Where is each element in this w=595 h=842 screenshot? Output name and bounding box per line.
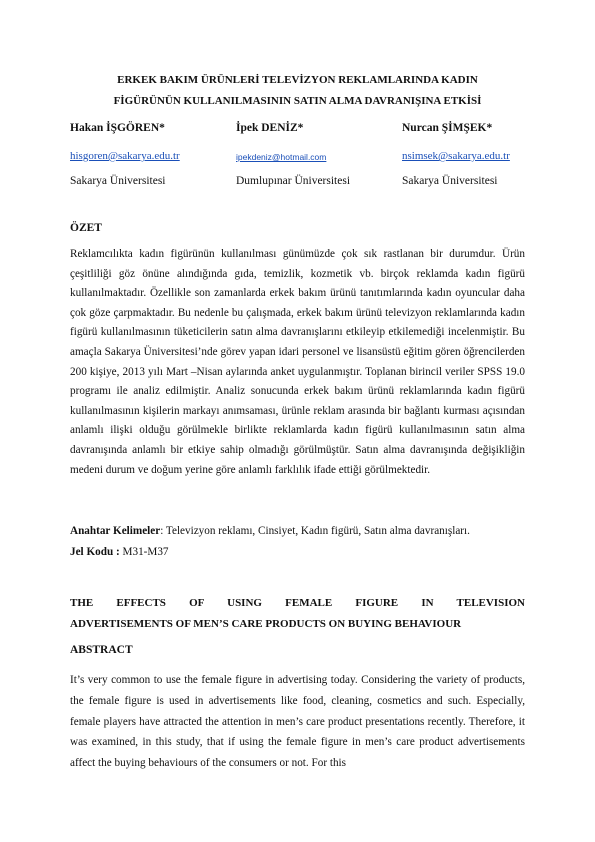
en-title-line-1: THE EFFECTS OF USING FEMALE FIGURE IN TELEVISION: [70, 597, 525, 609]
author-2: [236, 122, 396, 187]
paper-title-turkish: [70, 70, 525, 112]
author-1: [70, 122, 230, 187]
ozet-heading: ÖZET: [70, 222, 102, 234]
abstract-heading: ABSTRACT: [70, 644, 133, 656]
author-name: İpek DENİZ*: [236, 122, 304, 134]
author-3: [402, 122, 562, 187]
author-affiliation: Dumlupınar Üniversitesi: [236, 175, 351, 187]
jel-code-line: [70, 546, 525, 558]
en-title-line-2: ADVERTISEMENTS OF MEN’S CARE PRODUCTS ON BUYING BEHAVIOUR: [70, 618, 462, 630]
title-line-2: FİGÜRÜNÜN KULLANILMASININ SATIN ALMA DAVRANIŞINA ETKİSİ: [113, 95, 482, 107]
author-name: Hakan İŞGÖREN*: [70, 122, 165, 134]
keywords-label: Anahtar Kelimeler: [70, 525, 161, 537]
jel-text: M31-M37: [119, 546, 169, 558]
author-email-link[interactable]: nsimsek@sakarya.edu.tr: [402, 150, 510, 162]
abstract-body: It’s very common to use the female figure in advertising today. Considering the variety of products, the female figure is used in advertisements like food, cleaning, cosmetics and such. Especially, female players have attracted the attention in men’s care product presentations recently. Therefore, it was examined, in this study, that if using the female figure in men’s care product advertisements affect the buying behaviours of the consumers or not. For this: [70, 674, 525, 770]
author-affiliation: Sakarya Üniversitesi: [70, 175, 166, 187]
paper-title-english: [70, 593, 525, 635]
author-affiliation: Sakarya Üniversitesi: [402, 175, 498, 187]
author-name: Nurcan ŞİMŞEK*: [402, 122, 493, 134]
keywords-line: [70, 525, 525, 537]
title-line-1: ERKEK BAKIM ÜRÜNLERİ TELEVİZYON REKLAMLARINDA KADIN: [117, 74, 478, 86]
author-email-link[interactable]: hisgoren@sakarya.edu.tr: [70, 150, 180, 162]
author-email-link[interactable]: ipekdeniz@hotmail.com: [236, 152, 327, 162]
keywords-text: : Televizyon reklamı, Cinsiyet, Kadın figürü, Satın alma davranışları.: [160, 525, 470, 537]
ozet-body: Reklamcılıkta kadın figürünün kullanılması günümüzde çok sık rastlanan bir durumdur. Ürün çeşitliliği göz önüne alındığında gıda, temizlik, kozmetik vb. birçok reklamda kadın figürü kullanılmaktadır. Özellikle son zamanlarda erkek bakım ürünü tanıtımlarında kadın oyuncular daha çok göze çarpmaktadır. Bu nedenle bu çalışmada, erkek bakım ürünü televizyon reklamlarında kadın figürü kullanılmasının tüketicilerin satın alma davranışlarını etkileyip etkilemediği incelenmiştir. Bu amaçla Sakarya Üniversitesi’nde görev yapan idari personel ve lisansüstü eğitim gören öğrencilerden 200 kişiye, 2013 yılı Mart –Nisan aylarında anket uygulanmıştır. Toplanan birincil veriler SPSS 19.0 programı ile analiz edilmiştir. Analiz sonucunda erkek bakım ürünü reklamlarında kadın figürü kullanılmasının kişilerin markayı anımsaması, ürünle reklam arasında bir bağlantı kurması açısından anlamlı ilişki olduğu görülmekle birlikte reklamlarda kadın figürü kullanılmasının satın alma davranışında anlamlı bir etkiye sahip olmadığı görülmüştür. Satın alma davranışında değişikliğin medeni durum ve doğum yerine göre anlamlı farklılık ifade ettiği görülmektedir.: [70, 248, 525, 476]
jel-label: Jel Kodu :: [70, 546, 120, 558]
